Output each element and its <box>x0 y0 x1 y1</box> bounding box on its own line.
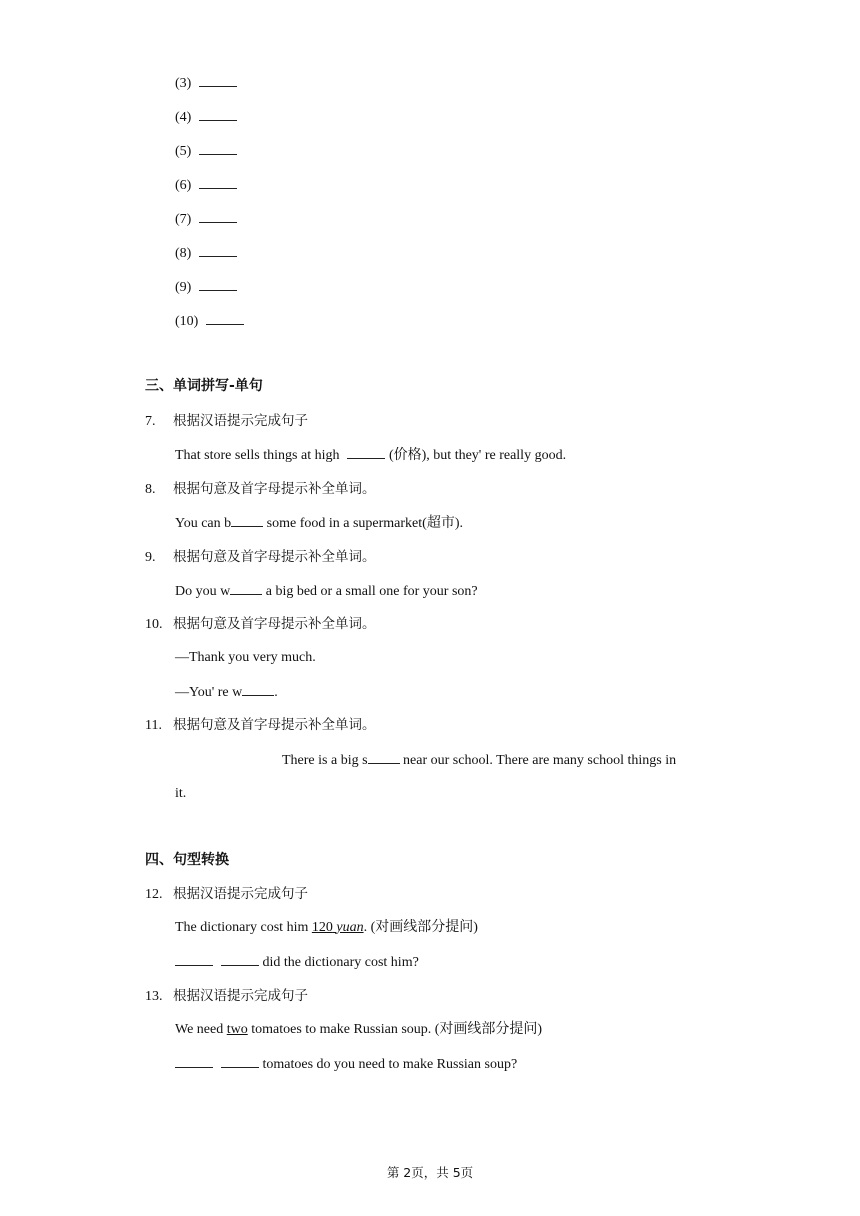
answer-blank[interactable] <box>199 210 237 223</box>
question-number: 7. <box>145 414 156 429</box>
page-footer: 第 2页，共 5页 <box>386 1165 474 1180</box>
question-number: 11. <box>145 718 162 733</box>
sentence-text: did the dictionary cost him? <box>262 955 419 970</box>
question-prompt: 根据汉语提示完成句子 <box>173 413 308 429</box>
question-13 <box>145 987 308 1006</box>
answer-blank[interactable] <box>199 278 237 291</box>
sentence-text: There is a big s <box>282 753 368 768</box>
answer-blank[interactable] <box>242 683 274 696</box>
sentence-text: The dictionary cost him <box>175 920 312 935</box>
answer-blank[interactable] <box>230 582 262 595</box>
underlined-word: two <box>226 1022 248 1037</box>
section-title: 四、句型转换 <box>145 852 229 868</box>
answer-label: (5) <box>175 144 192 159</box>
question-9-sentence <box>175 582 478 601</box>
answer-blank[interactable] <box>221 953 259 966</box>
answer-line-8 <box>175 244 237 263</box>
question-10 <box>145 615 376 634</box>
answer-line-5 <box>175 142 237 161</box>
answer-label: (9) <box>175 280 192 295</box>
answer-blank[interactable] <box>199 244 237 257</box>
answer-blank[interactable] <box>199 142 237 155</box>
question-number: 10. <box>145 617 163 632</box>
answer-blank[interactable] <box>199 108 237 121</box>
answer-blank[interactable] <box>206 312 244 325</box>
sentence-text: . (对画线部分提问) <box>363 920 478 935</box>
answer-line-3 <box>175 74 237 93</box>
question-7 <box>145 412 308 431</box>
question-prompt: 根据汉语提示完成句子 <box>173 988 308 1004</box>
question-13-answer <box>175 1055 517 1074</box>
question-13-sentence <box>175 1021 542 1039</box>
question-11-sentence <box>282 751 676 770</box>
sentence-text: Do you w <box>175 584 231 599</box>
answer-blank[interactable] <box>199 176 237 189</box>
question-12-sentence <box>175 919 478 937</box>
answer-blank[interactable] <box>175 1055 213 1068</box>
question-11-sentence-cont: it. <box>175 786 187 801</box>
answer-blank[interactable] <box>368 751 400 764</box>
answer-label: (3) <box>175 76 192 91</box>
question-number: 12. <box>145 887 163 902</box>
sentence-text: That store sells things at high <box>175 448 340 463</box>
question-prompt: 根据句意及首字母提示补全单词。 <box>173 549 376 565</box>
sentence-text: tomatoes do you need to make Russian soup? <box>262 1057 518 1072</box>
answer-blank[interactable] <box>347 446 385 459</box>
question-9 <box>145 548 376 567</box>
question-7-sentence <box>175 446 566 465</box>
question-number: 8. <box>145 482 156 497</box>
question-prompt: 根据句意及首字母提示补全单词。 <box>173 717 376 733</box>
sentence-text: some food in a supermarket(超市). <box>266 516 463 531</box>
question-8 <box>145 480 376 499</box>
sentence-text: near our school. There are many school things in <box>403 753 677 768</box>
question-12-answer <box>175 953 419 972</box>
section-title: 三、单词拼写-单句 <box>145 378 263 394</box>
answer-line-9 <box>175 278 237 297</box>
answer-label: (6) <box>175 178 192 193</box>
sentence-text: . <box>274 685 278 700</box>
sentence-text: (价格), but they' re really good. <box>388 448 567 463</box>
answer-label: (10) <box>175 314 199 329</box>
underlined-number: 120 <box>311 920 333 935</box>
answer-label: (7) <box>175 212 192 227</box>
question-11 <box>145 716 376 735</box>
question-prompt: 根据句意及首字母提示补全单词。 <box>173 481 376 497</box>
answer-blank[interactable] <box>231 514 263 527</box>
answer-line-7 <box>175 210 237 229</box>
question-prompt: 根据句意及首字母提示补全单词。 <box>173 616 376 632</box>
sentence-text: a big bed or a small one for your son? <box>265 584 478 599</box>
answer-label: (4) <box>175 110 192 125</box>
question-8-sentence <box>175 514 463 533</box>
question-10-line2 <box>175 683 278 702</box>
sentence-text: tomatoes to make Russian soup. (对画线部分提问) <box>247 1022 543 1037</box>
answer-line-6 <box>175 176 237 195</box>
question-number: 13. <box>145 989 163 1004</box>
answer-blank[interactable] <box>175 953 213 966</box>
answer-blank[interactable] <box>221 1055 259 1068</box>
sentence-text: You can b <box>175 516 232 531</box>
underlined-part <box>312 920 364 935</box>
answer-blank[interactable] <box>199 74 237 87</box>
question-12 <box>145 885 308 904</box>
sentence-text: We need <box>175 1022 227 1037</box>
sentence-text: —You' re w <box>175 685 243 700</box>
answer-line-4 <box>175 108 237 127</box>
question-10-line1: —Thank you very much. <box>175 650 316 665</box>
underlined-word: yuan <box>336 920 364 935</box>
question-prompt: 根据汉语提示完成句子 <box>173 886 308 902</box>
question-number: 9. <box>145 550 156 565</box>
answer-line-10 <box>175 312 244 331</box>
answer-label: (8) <box>175 246 192 261</box>
